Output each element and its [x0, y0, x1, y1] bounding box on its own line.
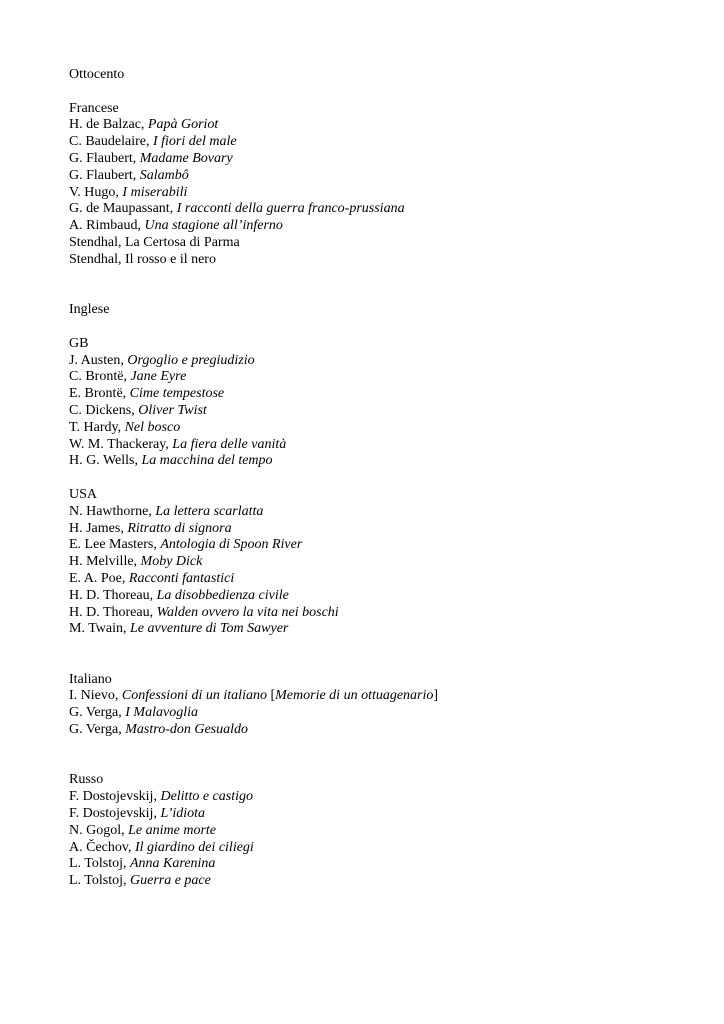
book-title: Nel bosco	[124, 419, 181, 435]
book-title: Guerra e pace	[130, 873, 211, 889]
book-title: Walden ovvero la vita nei boschi	[156, 604, 339, 620]
author: N. Hawthorne,	[69, 503, 156, 519]
book-title: I fiori del male	[152, 134, 237, 150]
author: E. A. Poe,	[69, 570, 129, 586]
document-page	[69, 67, 689, 890]
author: V. Hugo,	[69, 184, 123, 200]
section-italiano	[69, 672, 689, 739]
list-item	[69, 369, 689, 386]
list-item	[69, 554, 689, 571]
list-item	[69, 151, 689, 168]
list-item	[69, 537, 689, 554]
alt-book-title: Memorie di un ottuagenario	[275, 688, 434, 704]
book-title: I miserabili	[122, 184, 188, 200]
list-item	[69, 218, 689, 235]
book-title: Antologia di Spoon River	[160, 537, 303, 553]
book-title: Le anime morte	[128, 822, 217, 838]
author: H. James,	[69, 520, 128, 536]
author: L. Tolstoj,	[69, 856, 130, 872]
author: C. Brontë,	[69, 369, 131, 385]
book-title: La lettera scarlatta	[155, 503, 264, 519]
book-title: Racconti fantastici	[128, 570, 235, 586]
section-russo	[69, 772, 689, 890]
list-item	[69, 403, 689, 420]
book-title: Anna Karenina	[130, 856, 216, 872]
list-item: Stendhal, La Certosa di Parma	[69, 234, 240, 250]
author: T. Hardy,	[69, 419, 125, 435]
list-item	[69, 134, 689, 151]
author: H. G. Wells,	[69, 453, 142, 469]
list-item	[69, 722, 689, 739]
list-item	[69, 840, 689, 857]
book-title: Cime tempestose	[129, 386, 225, 402]
author: W. M. Thackeray,	[69, 436, 173, 452]
section-title-russo: Russo	[69, 772, 104, 788]
list-item	[69, 588, 689, 605]
author: H. de Balzac,	[69, 117, 148, 133]
list-item	[69, 688, 689, 705]
list-item	[69, 571, 689, 588]
subsection-title-usa: USA	[69, 486, 98, 502]
book-title: Oliver Twist	[138, 402, 207, 418]
author: E. Lee Masters,	[69, 537, 161, 553]
author: G. Verga,	[69, 705, 126, 721]
author: J. Austen,	[69, 352, 128, 368]
book-title: Le avventure di Tom Sawyer	[129, 621, 289, 637]
author: H. D. Thoreau,	[69, 587, 157, 603]
book-title: Moby Dick	[140, 554, 203, 570]
bracket-open: [	[266, 688, 276, 704]
author: G. de Maupassant,	[69, 201, 177, 217]
list-item	[69, 823, 689, 840]
book-title: Il giardino dei ciliegi	[134, 839, 254, 855]
list-item	[69, 168, 689, 185]
book-title: Una stagione all’inferno	[144, 218, 283, 234]
author: F. Dostojevskij,	[69, 806, 161, 822]
author: G. Flaubert,	[69, 167, 140, 183]
subsection-gb	[69, 336, 689, 470]
subsection-title-gb: GB	[69, 335, 89, 351]
author: N. Gogol,	[69, 822, 129, 838]
list-item: Stendhal, Il rosso e il nero	[69, 251, 216, 267]
author: G. Flaubert,	[69, 150, 140, 166]
list-item	[69, 705, 689, 722]
bracket-close: ]	[433, 688, 439, 704]
book-title: Papà Goriot	[147, 117, 219, 133]
author: G. Verga,	[69, 722, 126, 738]
author: A. Čechov,	[69, 839, 135, 855]
book-title: I racconti della guerra franco-prussiana	[176, 201, 405, 217]
list-item	[69, 353, 689, 370]
book-title: I Malavoglia	[125, 705, 198, 721]
book-title: Mastro-don Gesualdo	[125, 722, 249, 738]
list-item	[69, 117, 689, 134]
list-item	[69, 806, 689, 823]
page-heading: Ottocento	[69, 67, 125, 82]
list-item	[69, 201, 689, 218]
list-item	[69, 873, 689, 890]
author: F. Dostojevskij,	[69, 789, 161, 805]
author: C. Baudelaire,	[69, 134, 153, 150]
book-title: Salambô	[139, 167, 189, 183]
book-title: La disobbedienza civile	[156, 587, 289, 603]
list-item	[69, 521, 689, 538]
subsection-usa	[69, 487, 689, 638]
section-title-inglese: Inglese	[69, 302, 110, 318]
section-francese	[69, 101, 689, 269]
book-title: Madame Bovary	[139, 150, 233, 166]
book-title: Jane Eyre	[130, 369, 187, 385]
author: L. Tolstoj,	[69, 873, 130, 889]
author: C. Dickens,	[69, 402, 139, 418]
list-item	[69, 504, 689, 521]
book-title: Confessioni di un italiano	[121, 688, 267, 704]
book-title: Orgoglio e pregiudizio	[127, 352, 255, 368]
book-title: L’idiota	[160, 806, 206, 822]
list-item	[69, 437, 689, 454]
book-title: Ritratto di signora	[127, 520, 232, 536]
author: M. Twain,	[69, 621, 130, 637]
author: E. Brontë,	[69, 386, 130, 402]
section-title-francese: Francese	[69, 100, 119, 116]
author: I. Nievo,	[69, 688, 122, 704]
list-item	[69, 453, 689, 470]
book-title: La fiera delle vanità	[172, 436, 287, 452]
list-item	[69, 605, 689, 622]
list-item	[69, 789, 689, 806]
book-title: Delitto e castigo	[160, 789, 253, 805]
list-item	[69, 386, 689, 403]
author: H. Melville,	[69, 554, 141, 570]
list-item	[69, 420, 689, 437]
list-item	[69, 621, 689, 638]
section-inglese	[69, 302, 689, 638]
list-item	[69, 185, 689, 202]
book-title: La macchina del tempo	[141, 453, 273, 469]
section-title-italiano: Italiano	[69, 671, 112, 687]
author: H. D. Thoreau,	[69, 604, 157, 620]
list-item	[69, 856, 689, 873]
author: A. Rimbaud,	[69, 218, 145, 234]
